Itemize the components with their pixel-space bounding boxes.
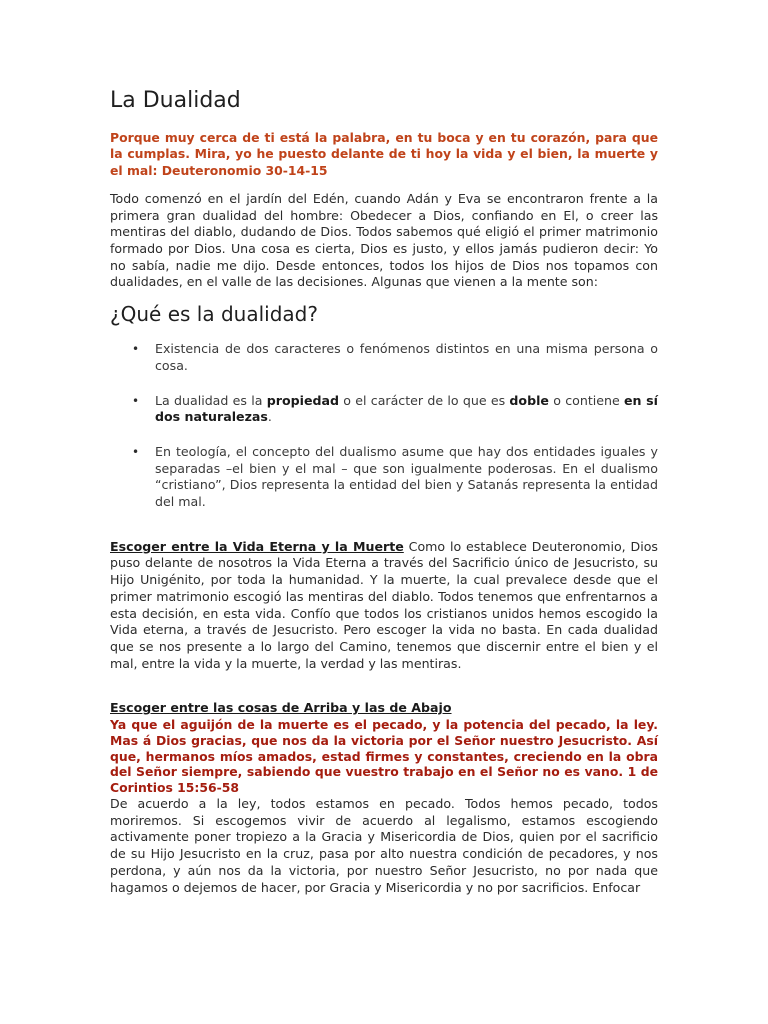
bullet-1-text: Existencia de dos caracteres o fenómenos distintos en una misma persona o cosa. — [155, 341, 658, 373]
section-arriba-abajo — [110, 700, 658, 896]
section-1-text: Como lo establece Deuteronomio, Dios puso delante de nosotros la Vida Eterna a través del Sacrificio único de Jesucristo, su Hijo Unigénito, por toda la humanidad. Y la muerte, la cual prevalece desde que el primer matrimonio escogió las mentiras del diablo. Todos tenemos que enfrentarnos a esta decisión, en esta vida. Confío que todos los cristianos unidos hemos escogido la Vida eterna, a través de Jesucristo. Pero escoger la vida no basta. En cada dualidad que se nos presente a lo largo del Camino, tenemos que discernir entre el bien y el mal, entre la vida y la muerte, la verdad y las mentiras. — [110, 538, 658, 671]
bullet-2-part-1: La dualidad es la — [155, 392, 267, 408]
section-vida-eterna — [110, 539, 658, 673]
bullet-list — [110, 341, 658, 511]
section-2-paragraph: De acuerdo a la ley, todos estamos en pecado. Todos hemos pecado, todos moriremos. Si escogemos vivir de acuerdo al legalismo, estamos escogiendo activamente poner tropiezo a la Gracia y Misericordia de Dios, quien por el sacrificio de su Hijo Jesucristo en la cruz, pasa por alto nuestra condición de pecadores, y nos perdona, y aún nos da la victoria, por nuestro Señor Jesucristo, no por nada que hagamos o dejemos de hacer, por Gracia y Misericordia y no por sacrificios. Enfocar — [110, 796, 658, 895]
bullet-item-1 — [110, 341, 658, 374]
section-2-label: Escoger entre las cosas de Arriba y las de Abajo — [110, 700, 452, 716]
section-heading: ¿Qué es la dualidad? — [110, 302, 318, 327]
section-2-verse: Ya que el aguijón de la muerte es el pecado, y la potencia del pecado, la ley. Mas á Dios gracias, que nos da la victoria por el Señor nuestro Jesucristo. Así que, hermanos míos amados, estad firmes y constantes, creciendo en la obra del Señor siempre, sabiendo que vuestro trabajo en el Señor no es vano. 1 de Corintios 15:56-58 — [110, 717, 658, 796]
bullet-2-part-2: o el carácter de lo que es — [339, 392, 510, 408]
bullet-2-part-4: . — [267, 409, 272, 425]
page-title: La Dualidad — [110, 88, 241, 113]
bullet-2-bold-2: doble — [509, 392, 549, 408]
intro-verse: Porque muy cerca de ti está la palabra, en tu boca y en tu corazón, para que la cumplas. Mira, yo he puesto delante de ti hoy la vida y el bien, la muerte y el mal: Deuteronomio 30-14-15 — [110, 130, 658, 178]
section-1-paragraph — [110, 539, 658, 673]
bullet-2-bold-1: propiedad — [266, 392, 340, 408]
section-1-label: Escoger entre la Vida Eterna y la Muerte — [110, 538, 404, 554]
bullet-item-2 — [110, 393, 658, 426]
bullet-3-text: En teología, el concepto del dualismo asume que hay dos entidades iguales y separadas –el bien y el mal – que son igualmente poderosas. En el dualismo “cristiano”, Dios representa la entidad del bien y Satanás representa la entidad del mal. — [155, 443, 658, 510]
bullet-2-part-3: o contiene — [548, 392, 625, 408]
intro-paragraph: Todo comenzó en el jardín del Edén, cuando Adán y Eva se encontraron frente a la primera gran dualidad del hombre: Obedecer a Dios, confiando en El, o creer las mentiras del diablo, dudando de Dios. Todos sabemos qué eligió el primer matrimonio formado por Dios. Una cosa es cierta, Dios es justo, y ellos jamás pudieron decir: Yo no sabía, nadie me dijo. Desde entonces, todos los hijos de Dios nos topamos con dualidades, en el valle de las decisiones. Algunas que vienen a la mente son: — [110, 190, 658, 290]
document-body — [110, 86, 658, 896]
bullet-item-3 — [110, 444, 658, 511]
bullet-2-bold-3: en sí dos naturalezas — [155, 392, 658, 425]
